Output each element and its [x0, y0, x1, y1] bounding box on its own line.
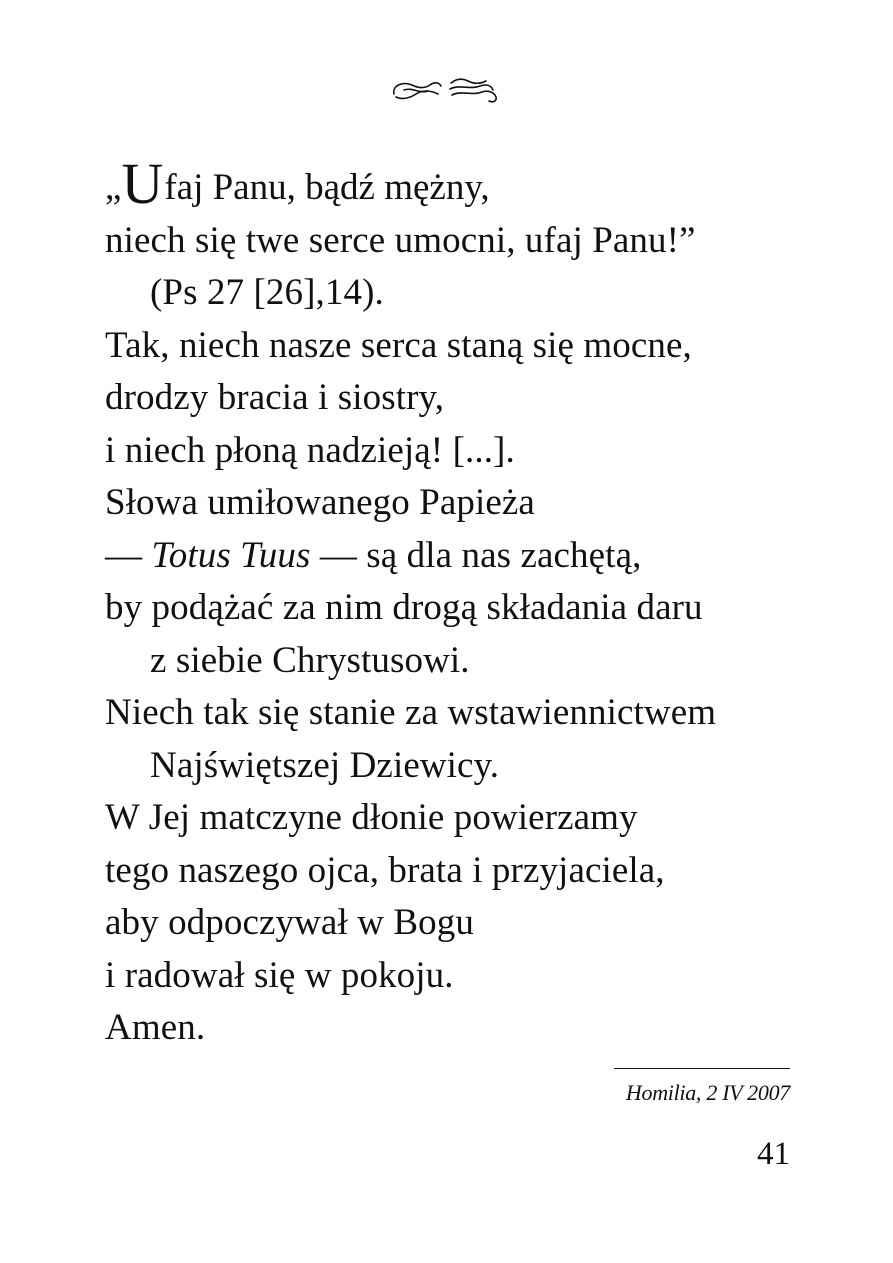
poem-line: z siebie Chrystusowi.: [150, 639, 470, 681]
poem-line: Słowa umiłowanego Papieża: [105, 482, 535, 523]
poem-line: Najświętszej Dziewicy.: [150, 744, 500, 786]
page-number: 41: [757, 1136, 790, 1172]
poem-line: Amen.: [105, 1007, 206, 1048]
poem-line: i radował się w pokoju.: [105, 954, 454, 996]
poem-line: Niech tak się stanie za wstawiennictwem: [105, 692, 717, 733]
totus-after-text: — są dla nas zachętą,: [310, 534, 642, 576]
poem-line: niech się twe serce umocni, ufaj Panu!”: [105, 219, 696, 261]
poem-first-line: [105, 151, 865, 216]
poem-line: Tak, niech nasze serca staną się mocne,: [105, 324, 692, 366]
totus-tuus-italic: Totus Tuus: [151, 534, 311, 576]
poem-line: drodzy bracia i siostry,: [105, 377, 445, 418]
first-line-text: faj Panu, bądź mężny,: [164, 167, 490, 208]
poem-line-totus-tuus: [105, 530, 865, 583]
source-citation: Homilia, 2 IV 2007: [625, 1080, 790, 1105]
poem-body: [105, 151, 865, 1055]
opening-quote: „: [105, 167, 122, 208]
poem-line: aby odpoczywał w Bogu: [105, 902, 474, 943]
poem-line: tego naszego ojca, brata i przyjaciela,: [105, 849, 665, 891]
poem-line: by podążać za nim drogą składania daru: [105, 587, 703, 628]
drop-cap: U: [121, 151, 164, 216]
floral-flourish-icon: [390, 72, 502, 106]
dash-before: —: [105, 534, 152, 576]
source-divider: [614, 1068, 790, 1069]
poem-line: (Ps 27 [26],14).: [150, 272, 384, 313]
poem-line: W Jej matczyne dłonie powierzamy: [105, 797, 638, 838]
poem-line: i niech płoną nadzieją! [...].: [105, 429, 515, 471]
